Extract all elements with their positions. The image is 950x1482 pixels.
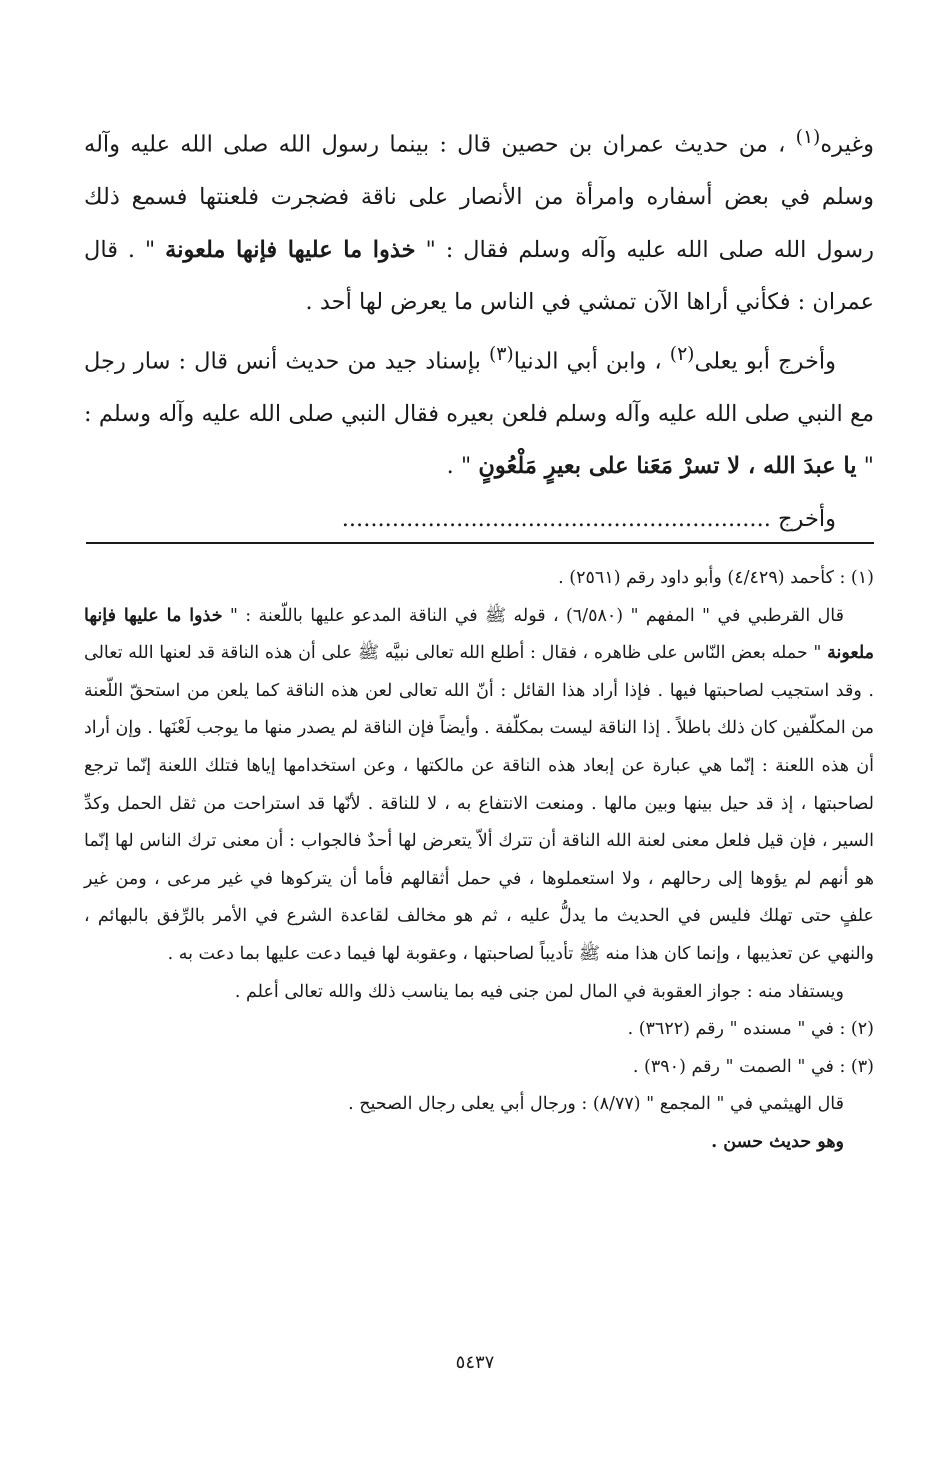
hadith-quote: خذوا ما عليها فإنها ملعونة [84, 605, 874, 664]
footnote-1: (١) : كأحمد (٤/٤٢٩) وأبو داود رقم (٢٥٦١) . [558, 568, 874, 588]
footnote-ref-1[interactable]: (١) [795, 127, 821, 148]
text: ، من حديث عمران بن حصين قال : بينما رسول الله صلى الله عليه وآله وسلم في بعض أسفاره وامرأة من الأنصار على ناقة فضجرت فلعنتها فسمع ذلك رسول الله صلى الله عليه وآله وسلم فقال : " [84, 131, 874, 263]
paragraph-imran-hadith [84, 112, 874, 329]
footnote-1-conclusion: ويستفاد منه : جواز العقوبة في المال لمن جنى فيه بما يناسب ذلك والله تعالى أعلم . [234, 981, 844, 1002]
footnotes [84, 560, 874, 1162]
footnote-separator [86, 542, 874, 544]
main-text [84, 112, 874, 545]
footnote-1-commentary [84, 598, 874, 974]
text: " . قال عمران : فكأني أراها الآن تمشي في الناس ما يعرض لها أحد . [84, 236, 874, 315]
footnote-ref-2[interactable]: (٢) [669, 343, 695, 365]
paragraph-anas-hadith [84, 329, 874, 493]
text: ، وابن أبي الدنيا [513, 348, 670, 374]
paragraph-continuation: وأخرج ............................................................ [341, 505, 836, 532]
text: " حمله بعض النّاس على ظاهره ، فقال : أطلع الله تعالى نبيَّه ﷺ على أن هذه الناقة قد لعنها الله تعالى . وقد استجيب لصاحبتها فيها . فإذا أراد هذا القائل : أنّ الله تعالى لعن هذه الناقة كما يلعن من استحقّ اللّعنة من المكلّفين كان ذلك باطلاً . إذا الناقة ليست بمكلّفة . وأيضاً فإن الناقة لم يصدر منها ما يوجب لَعْنَها . وإن أراد أن هذه اللعنة : إنّما هي عبارة عن إبعاد هذه الناقة عن مالكتها ، وعن استخدامها إياها فتلك اللعنة إنّما ترجع لصاحبتها ، إذ قد حيل بينها وبين مالها . ومنعت الانتفاع به ، لا للناقة . لأنّها قد استراحت من ثقل الحمل وكدِّ السير ، فإن قيل فلعل معنى لعنة الله الناقة أن تترك ألاّ يتعرض لها أحدٌ فالجواب : أن معنى ترك الناس لها إنّما هو أنهم لم يؤوها إلى رحالهم ، ولا استعملوها ، في حمل أثقالهم فأما أن يتركوها في غير مرعى ، ومن غير علفٍ حتى تهلك فليس في الحديث ما يدلُّ عليه ، ثم هو مخالف لقاعدة الشرع في الأمر بالرِّفق بالبهائم ، والنهي عن تعذيبها ، وإنما كان هذا منه ﷺ تأديباً لصاحبتها ، وعقوبة لها فيما دعت عليها بما دعت به . [84, 643, 874, 964]
text: " . [446, 453, 479, 479]
footnote-3-grading: وهو حديث حسن . [711, 1131, 844, 1152]
hadith-quote: خذوا ما عليها فإنها ملعونة [165, 236, 416, 263]
footnote-ref-3[interactable]: (٣) [488, 343, 514, 365]
hadith-quote: يا عبدَ الله ، لا تسرْ مَعَنا على بعيرٍ مَلْعُونٍ [478, 453, 857, 479]
text: وغيره [820, 131, 874, 158]
text: بإسناد جيد من حديث أنس قال : سار رجل مع النبي صلى الله عليه وآله وسلم فلعن بعيره فقال النبي صلى الله عليه وآله وسلم : " [84, 348, 874, 479]
footnote-3-commentary: قال الهيثمي في " المجمع " (٨/٧٧) : ورجال أبي يعلى رجال الصحيح . [348, 1094, 844, 1115]
footnote-3: (٣) : في " الصمت " رقم (٣٩٠) . [632, 1056, 874, 1077]
text: وأخرج أبو يعلى [694, 348, 836, 374]
footnote-2: (٢) : في " مسنده " رقم (٣٦٢٢) . [627, 1019, 874, 1040]
page-number: ٥٤٣٧ [455, 1352, 495, 1373]
text: قال القرطبي في " المفهم " (٦/٥٨٠) ، قوله ﷺ في الناقة المدعو عليها باللّعنة : " [222, 605, 844, 626]
